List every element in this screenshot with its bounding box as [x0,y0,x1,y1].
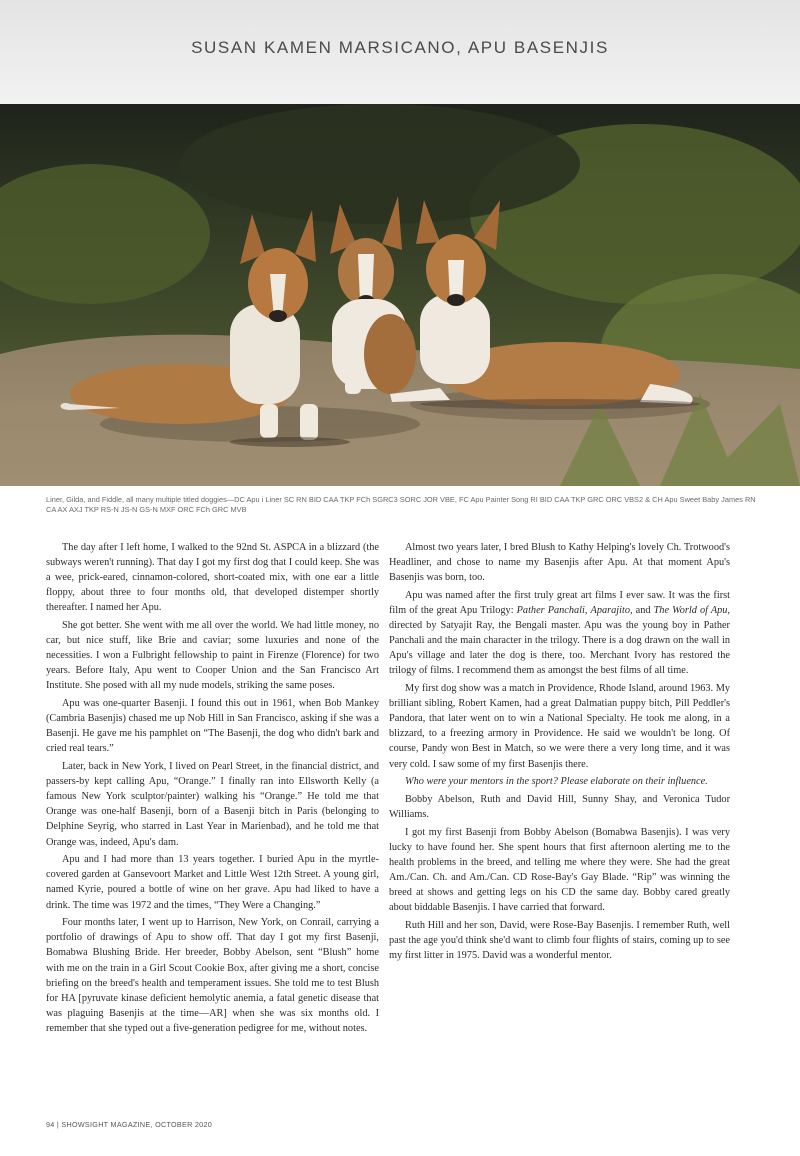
paragraph: The day after I left home, I walked to the 92nd St. ASPCA in a blizzard (the subways weren't running). That day I got my first dog that I could keep. She was a wee, prick-eared, cinnamon-colored, short-coated mix, with one ear a little floppy, about three to four months old, that developed distemper shortly thereafter. I named her Apu. [46,542,379,614]
paragraph: My first dog show was a match in Providence, Rhode Island, around 1963. My brilliant sibling, Robert Kamen, had a great Dalmatian puppy bitch, Pill Peddler's Pandora, that later went on to win a National Specialty. He took me along, in a blizzard, to a freezing armory in Providence. He said we wouldn't be long. Of course, Pandy won Best in Match, so we were there a very long time, and it was very cold. I saw some of my first Basenjis there. [389,683,730,770]
article-column-right [389,540,730,966]
paragraph: Ruth Hill and her son, David, were Rose-Bay Basenjis. I remember Ruth, well past the age you'd think she'd want to climb four flights of stairs, coming up to see my first litter in 1975. David was a wonderful mentor. [389,919,730,961]
paragraph: She got better. She went with me all over the world. We had little money, no car, but nice stuff, like Brie and caviar; some luxuries and none of the necessities. I won a Fulbright fellowship to paint in Firenze (Florence) for two years. Before Italy, Apu went to Cooper Union and the San Francisco Art Institute. She posed with all my nude models, striking the same poses. [46,620,379,692]
photo-caption: Liner, Gilda, and Fiddle, all many multiple titled doggies—DC Apu i Liner SC RN BID CAA TKP FCh SGRC3 SORC JOR VBE, FC Apu Painter Song RI BID CAA TKP GRC ORC VBS2 & CH Apu Sweet Baby James RN CA AX AXJ TKP RS-N JS-N GS-N MXF ORC FCh GRC MVB [46,495,756,514]
text-run: , [584,604,591,616]
paragraph: Later, back in New York, I lived on Pearl Street, in the financial district, and passers-by kept calling Apu, “Orange.” I finally ran into Ellsworth Kelly (a famous New York sculptor/painter) walking his “Orange.” He told me that Orange was one-half Basenji, born of a Basenji bitch in Paris (belonging to Delphine Seyrig, who starred in Last Year in Marienbad), and he told me that Orange was, indeed, Apu's dam. [46,761,379,848]
paragraph: Four months later, I went up to Harrison, New York, on Conrail, carrying a portfolio of drawings of Apu to show off. That day I got my first Basenji, Bomabwa Blushing Bride. Her breeder, Bobby Abelson, sent “Blush” home with me on the train in a Girl Scout Cookie Box, after giving me a short, concise briefing on the breed's health and temperament issues. She told me to test Blush for HA [pyruvate kinase deficient hemolytic anemia, a fatal genetic disease that was plaguing Basenjis at the time—AR] when she was six months old. I remember that she typed out a five-generation pedigree for me, without notes. [46,917,379,1034]
dogs-photo-illustration [0,104,800,486]
interview-question: Who were your mentors in the sport? Please elaborate on their influence. [405,776,708,788]
film-title: Pather Panchali [516,604,585,616]
paragraph: Apu was one-quarter Basenji. I found this out in 1961, when Bob Mankey (Cambria Basenjis) chased me up Nob Hill in San Francisco, asking if she was a Basenji. He gave me his pamphlet on “The Basenji, the dog who didn't bark and cried real tears.” [46,698,379,755]
paragraph-films [389,588,730,679]
film-title: Aparajito [590,604,631,616]
article-column-left [46,540,379,1039]
dogs-photo [0,104,800,486]
paragraph: Bobby Abelson, Ruth and David Hill, Sunny Shay, and Veronica Tudor Williams. [389,793,730,820]
paragraph: I got my first Basenji from Bobby Abelson (Bomabwa Basenjis). I was very lucky to have found her. She spent hours that first afternoon alerting me to the health problems in the breed, and telling me where they were. She had the great Am./Can. Ch. and Am./Can. CD Rose-Bay's Gay Blade. “Rip” was winning the breed at shows and getting legs on his CD the same day. Bobby cared greatly about biddable Basenjis. I have carried that forward. [389,826,730,914]
film-title: The World of Apu [653,604,728,616]
text-run: Apu was named after the first truly great art films I ever saw. It was the first film of the great Apu Trilogy: [389,589,730,616]
page-footer: 94 | SHOWSIGHT MAGAZINE, OCTOBER 2020 [46,1120,213,1129]
text-run: , and [630,604,654,616]
paragraph: Almost two years later, I bred Blush to Kathy Helping's lovely Ch. Trotwood's Headliner, and chose to name my Basenjis after Apu. At that moment Apu's Basenjis was born, too. [389,542,730,584]
header-title: SUSAN KAMEN MARSICANO, APU BASENJIS [191,38,609,57]
text-run: , directed by Satyajit Ray, the Bengali master. Apu was the young boy in Pather Panchali and the main character in the trilogy. There is a dog drawn on the wall in Apu's village and later the dog is there, too. Merchant Ivory has restored the trilogy of films. I recommend them as amongst the best films of all time. [389,604,730,677]
paragraph: Apu and I had more than 13 years together. I buried Apu in the myrtle-covered garden at Gansevoort Market and Little West 12th Street. A young girl, named Kyrie, poured a bottle of wine on her grave. Apu had liked to have a drink. The time was 1972 and the times, “They Were a Changing.” [46,854,379,911]
page-header [0,0,800,104]
